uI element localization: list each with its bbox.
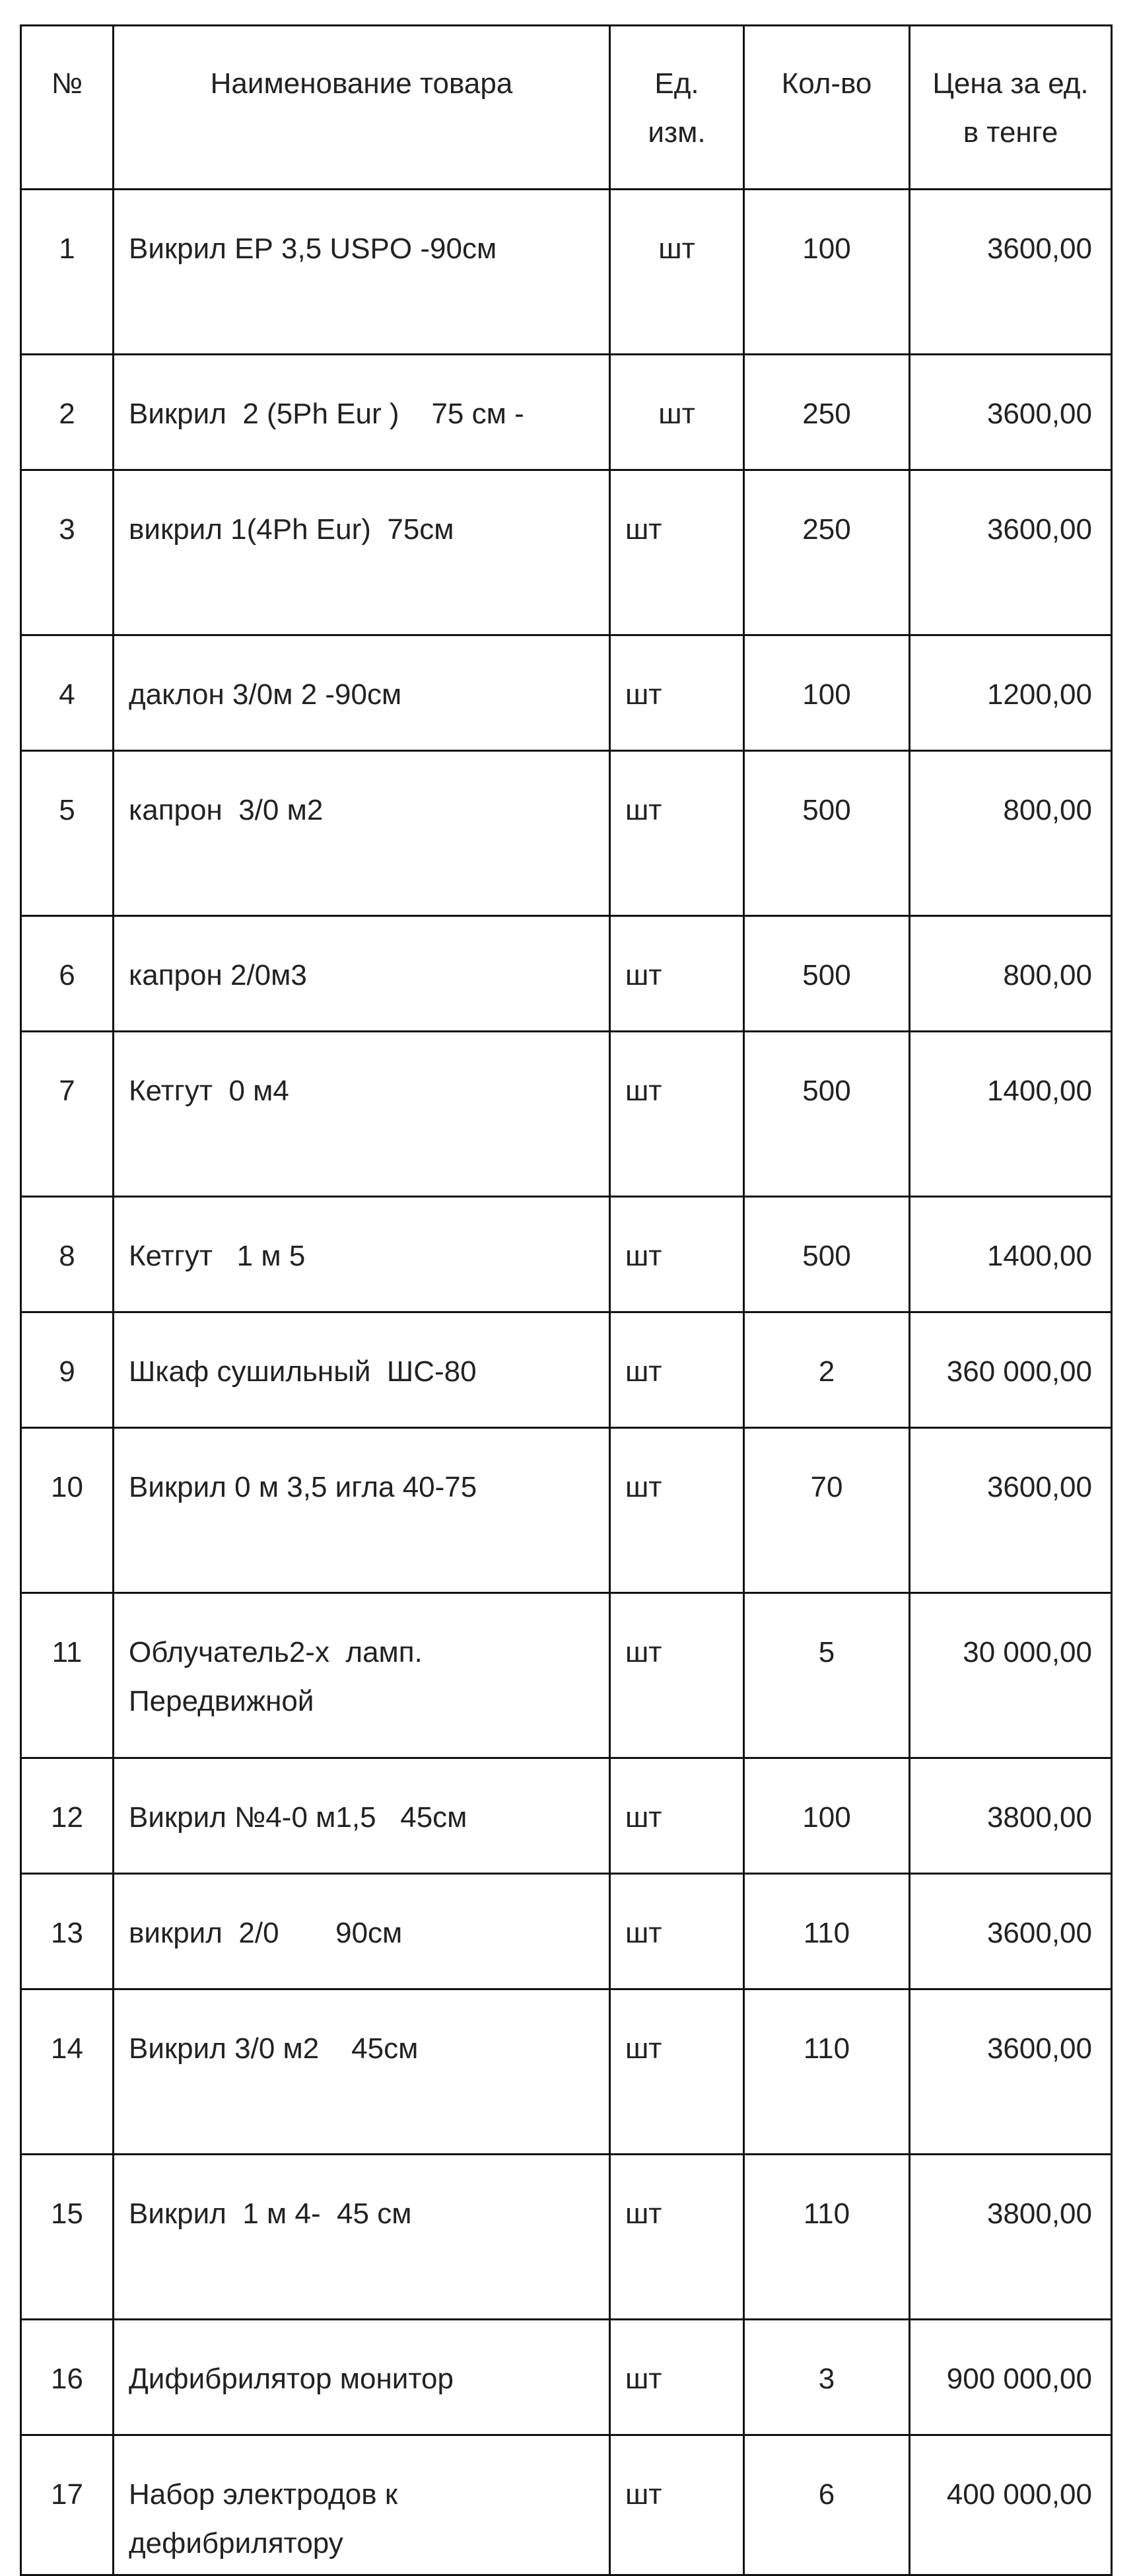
table-row (21, 1032, 1112, 1197)
cell-number: 8 (21, 1197, 114, 1312)
goods-table (20, 24, 1113, 2576)
cell-product-name: Набор электродов к дефибрилятору (114, 2435, 610, 2575)
table-row (21, 751, 1112, 916)
cell-unit: шт (610, 635, 744, 751)
cell-price: 900 000,00 (910, 2320, 1112, 2435)
table-row (21, 1758, 1112, 1874)
cell-quantity: 100 (744, 190, 910, 355)
cell-quantity: 70 (744, 1428, 910, 1593)
cell-price: 1400,00 (910, 1032, 1112, 1197)
cell-price: 800,00 (910, 751, 1112, 916)
cell-number: 12 (21, 1758, 114, 1874)
cell-unit: шт (610, 1758, 744, 1874)
cell-number: 10 (21, 1428, 114, 1593)
table-row (21, 1197, 1112, 1312)
cell-unit: шт (610, 1428, 744, 1593)
cell-price: 360 000,00 (910, 1312, 1112, 1428)
cell-price: 3600,00 (910, 1874, 1112, 1989)
cell-number: 9 (21, 1312, 114, 1428)
header-unit-label: Ед. изм. (648, 67, 706, 149)
cell-number: 5 (21, 751, 114, 916)
cell-number: 7 (21, 1032, 114, 1197)
header-unit (610, 26, 744, 190)
cell-unit: шт (610, 2435, 744, 2575)
cell-price: 3800,00 (910, 1758, 1112, 1874)
goods-table-container (20, 24, 1113, 2576)
cell-price: 3800,00 (910, 2155, 1112, 2320)
table-row (21, 190, 1112, 355)
cell-product-name: Викрил 0 м 3,5 игла 40-75 (114, 1428, 610, 1593)
cell-unit: шт (610, 1312, 744, 1428)
table-body (21, 190, 1112, 2575)
cell-unit: шт (610, 1989, 744, 2155)
header-price-label: Цена за ед. в тенге (932, 67, 1089, 149)
cell-unit: шт (610, 1197, 744, 1312)
header-product-name: Наименование товара (114, 26, 610, 190)
cell-product-name: Викрил 2 (5Ph Eur ) 75 см - (114, 355, 610, 470)
cell-product-name: Викрил №4-0 м1,5 45см (114, 1758, 610, 1874)
table-row (21, 1593, 1112, 1758)
cell-product-name: викрил 2/0 90см (114, 1874, 610, 1989)
table-row (21, 1874, 1112, 1989)
cell-number: 1 (21, 190, 114, 355)
cell-unit: шт (610, 1874, 744, 1989)
cell-quantity: 3 (744, 2320, 910, 2435)
cell-product-name: Дифибрилятор монитор (114, 2320, 610, 2435)
table-row (21, 1312, 1112, 1428)
cell-product-name: Кетгут 0 м4 (114, 1032, 610, 1197)
cell-price: 1400,00 (910, 1197, 1112, 1312)
cell-unit: шт (610, 751, 744, 916)
table-row (21, 355, 1112, 470)
cell-product-name: Викрил 1 м 4- 45 см (114, 2155, 610, 2320)
cell-number: 4 (21, 635, 114, 751)
table-row (21, 916, 1112, 1032)
header-number: № (21, 26, 114, 190)
table-row (21, 1989, 1112, 2155)
cell-number: 6 (21, 916, 114, 1032)
cell-unit: шт (610, 190, 744, 355)
cell-quantity: 500 (744, 751, 910, 916)
cell-quantity: 500 (744, 916, 910, 1032)
cell-unit: шт (610, 2320, 744, 2435)
header-quantity: Кол-во (744, 26, 910, 190)
cell-unit: шт (610, 1593, 744, 1758)
cell-product-name: даклон 3/0м 2 -90см (114, 635, 610, 751)
cell-quantity: 2 (744, 1312, 910, 1428)
table-row (21, 470, 1112, 635)
table-row (21, 2435, 1112, 2575)
cell-quantity: 250 (744, 470, 910, 635)
cell-quantity: 6 (744, 2435, 910, 2575)
cell-price: 1200,00 (910, 635, 1112, 751)
cell-number: 14 (21, 1989, 114, 2155)
table-row (21, 2155, 1112, 2320)
cell-price: 3600,00 (910, 190, 1112, 355)
cell-quantity: 5 (744, 1593, 910, 1758)
cell-unit: шт (610, 2155, 744, 2320)
cell-unit: шт (610, 916, 744, 1032)
table-header-row (21, 26, 1112, 190)
cell-product-name: капрон 2/0м3 (114, 916, 610, 1032)
cell-number: 17 (21, 2435, 114, 2575)
cell-number: 16 (21, 2320, 114, 2435)
cell-product-name: Викрил ЕР 3,5 USPO -90см (114, 190, 610, 355)
table-row (21, 635, 1112, 751)
cell-unit: шт (610, 470, 744, 635)
cell-quantity: 110 (744, 2155, 910, 2320)
table-row (21, 2320, 1112, 2435)
cell-product-name: капрон 3/0 м2 (114, 751, 610, 916)
cell-price: 3600,00 (910, 355, 1112, 470)
cell-quantity: 250 (744, 355, 910, 470)
cell-number: 2 (21, 355, 114, 470)
cell-product-name: Викрил 3/0 м2 45см (114, 1989, 610, 2155)
cell-product-name: викрил 1(4Ph Eur) 75см (114, 470, 610, 635)
cell-price: 30 000,00 (910, 1593, 1112, 1758)
cell-price: 400 000,00 (910, 2435, 1112, 2575)
cell-quantity: 100 (744, 635, 910, 751)
cell-number: 13 (21, 1874, 114, 1989)
cell-price: 3600,00 (910, 470, 1112, 635)
cell-price: 3600,00 (910, 1428, 1112, 1593)
cell-product-name: Кетгут 1 м 5 (114, 1197, 610, 1312)
header-price (910, 26, 1112, 190)
cell-price: 3600,00 (910, 1989, 1112, 2155)
cell-quantity: 110 (744, 1874, 910, 1989)
cell-unit: шт (610, 355, 744, 470)
cell-quantity: 500 (744, 1197, 910, 1312)
cell-unit: шт (610, 1032, 744, 1197)
cell-quantity: 500 (744, 1032, 910, 1197)
cell-quantity: 100 (744, 1758, 910, 1874)
table-row (21, 1428, 1112, 1593)
cell-product-name: Шкаф сушильный ШС-80 (114, 1312, 610, 1428)
cell-product-name: Облучатель2-х ламп. Передвижной (114, 1593, 610, 1758)
cell-quantity: 110 (744, 1989, 910, 2155)
cell-number: 15 (21, 2155, 114, 2320)
cell-number: 3 (21, 470, 114, 635)
cell-number: 11 (21, 1593, 114, 1758)
cell-price: 800,00 (910, 916, 1112, 1032)
